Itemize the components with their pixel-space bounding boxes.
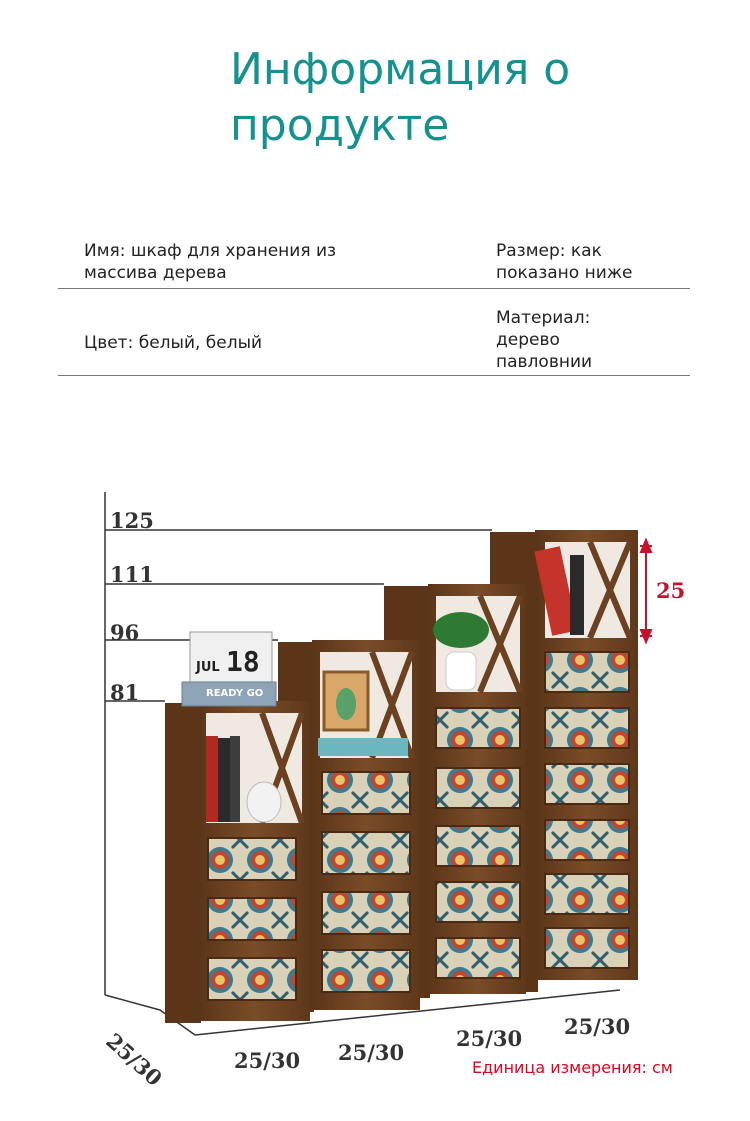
dimension-height-81: 81 <box>110 680 140 705</box>
box-label: READY GO <box>206 688 264 699</box>
dimension-height-125: 125 <box>110 508 154 533</box>
red-dimension <box>640 540 652 642</box>
spec-material: Материал: дерево павловнии <box>496 308 593 372</box>
spec-size: Размер: как показано ниже <box>496 241 633 283</box>
divider-2 <box>58 375 690 376</box>
dimension-height-111: 111 <box>110 562 154 587</box>
page-title: Информация о продукте <box>230 44 571 151</box>
unit-note: Единица измерения: см <box>472 1058 673 1077</box>
calendar-day: 18 <box>226 645 260 678</box>
dimension-width-3: 25/30 <box>456 1026 523 1051</box>
dimension-top-shelf: 25 <box>656 578 686 603</box>
dimension-width-4: 25/30 <box>564 1014 631 1039</box>
dimension-width-2: 25/30 <box>338 1040 405 1065</box>
divider-1 <box>58 288 690 289</box>
dimension-height-96: 96 <box>110 620 140 645</box>
dimension-depth: 25/30 <box>101 1028 168 1091</box>
calendar-month: JUL <box>196 660 220 675</box>
product-figure <box>0 480 750 1121</box>
dimension-width-1: 25/30 <box>234 1048 301 1073</box>
spec-color: Цвет: белый, белый <box>84 333 263 353</box>
spec-name: Имя: шкаф для хранения из массива дерева <box>84 241 337 283</box>
